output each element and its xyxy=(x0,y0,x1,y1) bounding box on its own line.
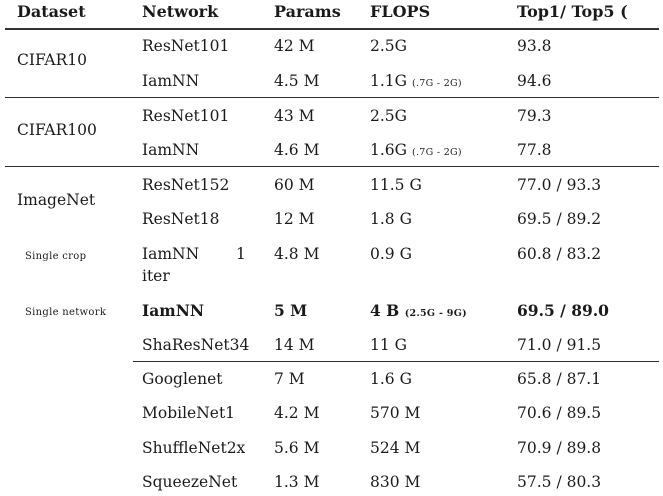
table-cell-network: Googlenet xyxy=(142,370,223,388)
table-cell-flops: 1.8 G xyxy=(370,210,412,228)
table-cell-top: 70.9 / 89.8 xyxy=(517,439,602,457)
table-cell-params: 5 M xyxy=(274,301,308,320)
table-cell-network: IamNN xyxy=(142,72,200,90)
table-cell-network: ResNet101 xyxy=(142,107,230,125)
table-cell-network: IamNN xyxy=(142,245,200,263)
table-cell-flops: 1.6 G xyxy=(370,370,412,388)
table-cell-network: ResNet152 xyxy=(142,176,230,194)
table-cell-top: 70.6 / 89.5 xyxy=(517,404,602,422)
table-cell-network: SqueezeNet xyxy=(142,473,238,491)
note-single-crop: Single crop xyxy=(25,251,87,262)
table-cell-top: 94.6 xyxy=(517,72,552,90)
table-cell-network: IamNN xyxy=(142,301,205,320)
table-cell-flops xyxy=(370,301,467,324)
header-rule xyxy=(5,28,659,30)
group-rule xyxy=(5,97,659,98)
header-flops: FLOPS xyxy=(370,2,431,21)
table-cell-params: 4.5 M xyxy=(274,72,320,90)
table-cell-flops xyxy=(370,71,462,94)
flops-range: (.7G - 2G) xyxy=(411,147,462,158)
dataset-cifar100: CIFAR100 xyxy=(17,121,97,139)
dataset-cifar10: CIFAR10 xyxy=(17,51,87,69)
table-cell-flops: 2.5G xyxy=(370,107,408,125)
flops-value: 1.6G xyxy=(370,141,408,159)
table-cell-network-line2: iter xyxy=(142,267,170,285)
table-cell-params: 42 M xyxy=(274,37,315,55)
table-cell-top: 77.8 xyxy=(517,141,552,159)
table-cell-flops: 11.5 G xyxy=(370,176,422,194)
header-network: Network xyxy=(142,2,219,21)
table-cell-network: MobileNet1 xyxy=(142,404,236,422)
table-cell-params: 5.6 M xyxy=(274,439,320,457)
table-cell-flops: 830 M xyxy=(370,473,421,491)
table-cell-top: 69.5 / 89.0 xyxy=(517,301,609,320)
table-cell-top: 57.5 / 80.3 xyxy=(517,473,602,491)
table-cell-top: 77.0 / 93.3 xyxy=(517,176,602,194)
table-cell-params: 43 M xyxy=(274,107,315,125)
table-cell-network: ResNet18 xyxy=(142,210,220,228)
group-rule xyxy=(5,166,659,167)
header-dataset: Dataset xyxy=(17,2,86,21)
flops-range: (2.5G - 9G) xyxy=(404,308,467,319)
table-cell-network: ShaResNet34 xyxy=(142,336,250,354)
table-cell-params: 4.2 M xyxy=(274,404,320,422)
subgroup-rule xyxy=(133,361,659,362)
table-cell-top: 65.8 / 87.1 xyxy=(517,370,602,388)
table-cell-flops: 11 G xyxy=(370,336,408,354)
flops-value: 4 B xyxy=(370,301,400,320)
table-cell-params: 14 M xyxy=(274,336,315,354)
table-cell-top: 79.3 xyxy=(517,107,552,125)
table-cell-params: 1.3 M xyxy=(274,473,320,491)
table-cell-params: 60 M xyxy=(274,176,315,194)
table-cell-network: ResNet101 xyxy=(142,37,230,55)
table-cell-top: 69.5 / 89.2 xyxy=(517,210,602,228)
table-cell-params: 4.6 M xyxy=(274,141,320,159)
table-cell-params: 4.8 M xyxy=(274,245,320,263)
table-cell-flops: 2.5G xyxy=(370,37,408,55)
table-cell-network: ShuffleNet2x xyxy=(142,439,246,457)
table-cell-network: IamNN xyxy=(142,141,200,159)
header-params: Params xyxy=(274,2,341,21)
table-cell-flops: 524 M xyxy=(370,439,421,457)
table-cell-top: 93.8 xyxy=(517,37,552,55)
table-cell-top: 60.8 / 83.2 xyxy=(517,245,602,263)
table-cell-flops xyxy=(370,140,462,163)
flops-value: 1.1G xyxy=(370,72,408,90)
table-cell-top: 71.0 / 91.5 xyxy=(517,336,602,354)
note-single-network: Single network xyxy=(25,307,107,318)
table-cell-params: 12 M xyxy=(274,210,315,228)
table-cell-flops: 0.9 G xyxy=(370,245,412,263)
table-cell-network-suffix: 1 xyxy=(236,245,246,263)
table-cell-flops: 570 M xyxy=(370,404,421,422)
dataset-imagenet: ImageNet xyxy=(17,191,96,209)
flops-range: (.7G - 2G) xyxy=(411,78,462,89)
table-cell-params: 7 M xyxy=(274,370,305,388)
header-top1-top5: Top1/ Top5 ( xyxy=(517,2,628,21)
